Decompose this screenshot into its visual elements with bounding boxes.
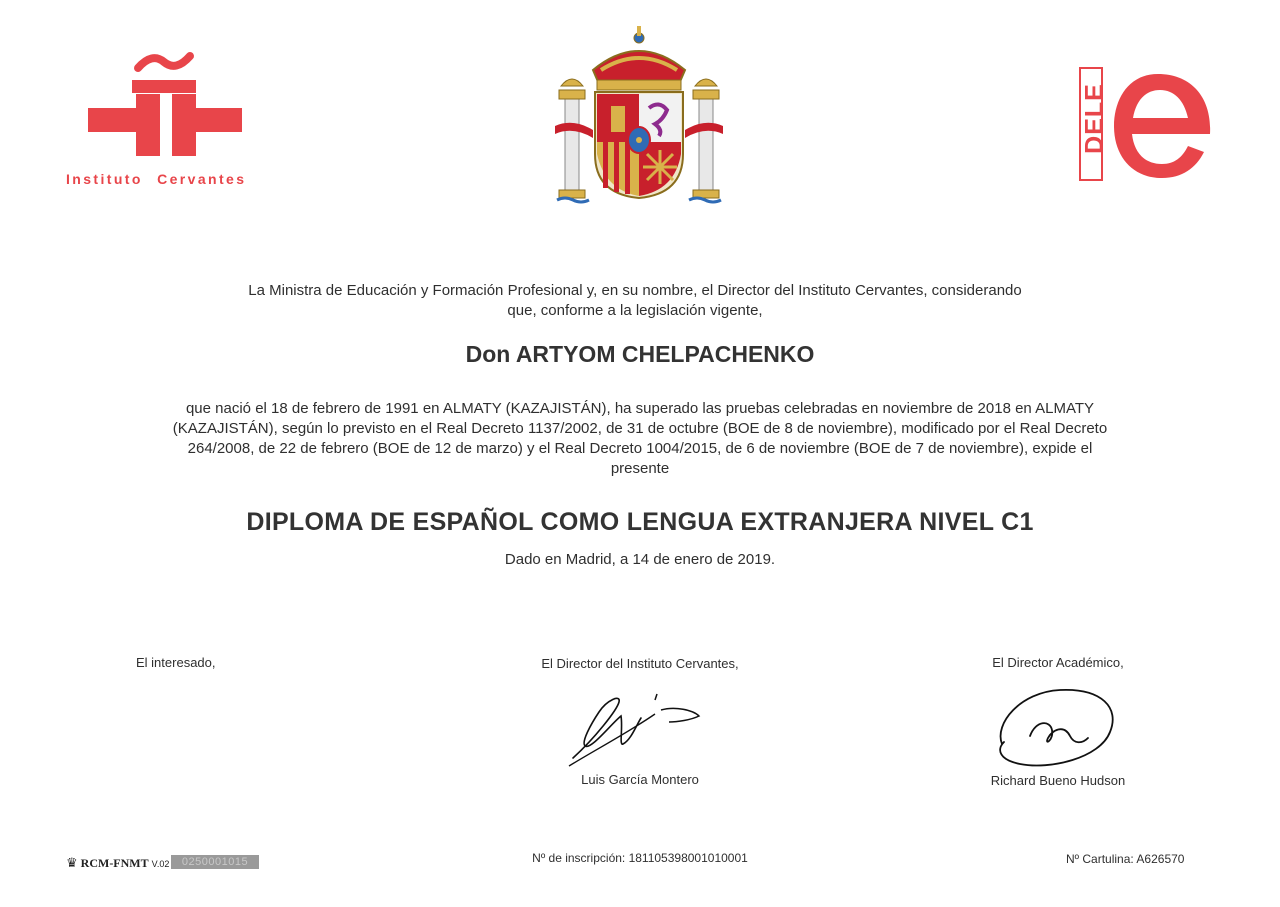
- issue-date: Dado en Madrid, a 14 de enero de 2019.: [504, 551, 776, 568]
- dele-word: DELE: [1080, 83, 1109, 154]
- rcm-version: V.02: [151, 859, 170, 869]
- interesado-label: El interesado,: [136, 655, 216, 670]
- director-signature: [565, 688, 715, 768]
- director-name: Luis García Montero: [581, 772, 699, 787]
- academic-director-label: El Director Académico,: [992, 655, 1124, 670]
- academic-director-name: Richard Bueno Hudson: [990, 773, 1126, 788]
- rcm-text: RCM-FNMT: [80, 856, 149, 870]
- rcm-mark: [66, 855, 169, 871]
- serial-number-box: 0250001015: [171, 855, 259, 869]
- registration-number: Nº de inscripción: 181105398001010001: [532, 851, 748, 865]
- director-label: El Director del Instituto Cervantes,: [541, 656, 739, 671]
- academic-director-signature: [990, 684, 1120, 774]
- intro-text: La Ministra de Educación y Formación Profesional y, en su nombre, el Director del Instituto Cervantes, considerando que, conforme a la legislación vigente,: [248, 282, 1022, 319]
- card-number: Nº Cartulina: A626570: [1066, 852, 1185, 866]
- holder-name: Don ARTYOM CHELPACHENKO: [465, 341, 815, 367]
- diploma-title: DIPLOMA DE ESPAÑOL COMO LENGUA EXTRANJERA NIVEL C1: [246, 508, 1034, 536]
- spain-coat-of-arms-icon: [553, 26, 725, 206]
- crown-icon: ♛: [66, 855, 78, 870]
- instituto-cervantes-name: Instituto Cervantes: [66, 171, 247, 187]
- details-text: que nació el 18 de febrero de 1991 en ALMATY (KAZAJISTÁN), ha superado las pruebas celebradas en noviembre de 2018 en ALMATY (KAZAJISTÁN), según lo previsto en el Real Decreto 1137/2002, de 31 de octubre (BOE de 8 de noviembre), modificado por el Real Decreto 264/2008, de 22 de febrero (BOE de 12 de marzo) y el Real Decreto 1004/2015, de 6 de noviembre (BOE de 7 de noviembre), expide el presente: [172, 400, 1108, 477]
